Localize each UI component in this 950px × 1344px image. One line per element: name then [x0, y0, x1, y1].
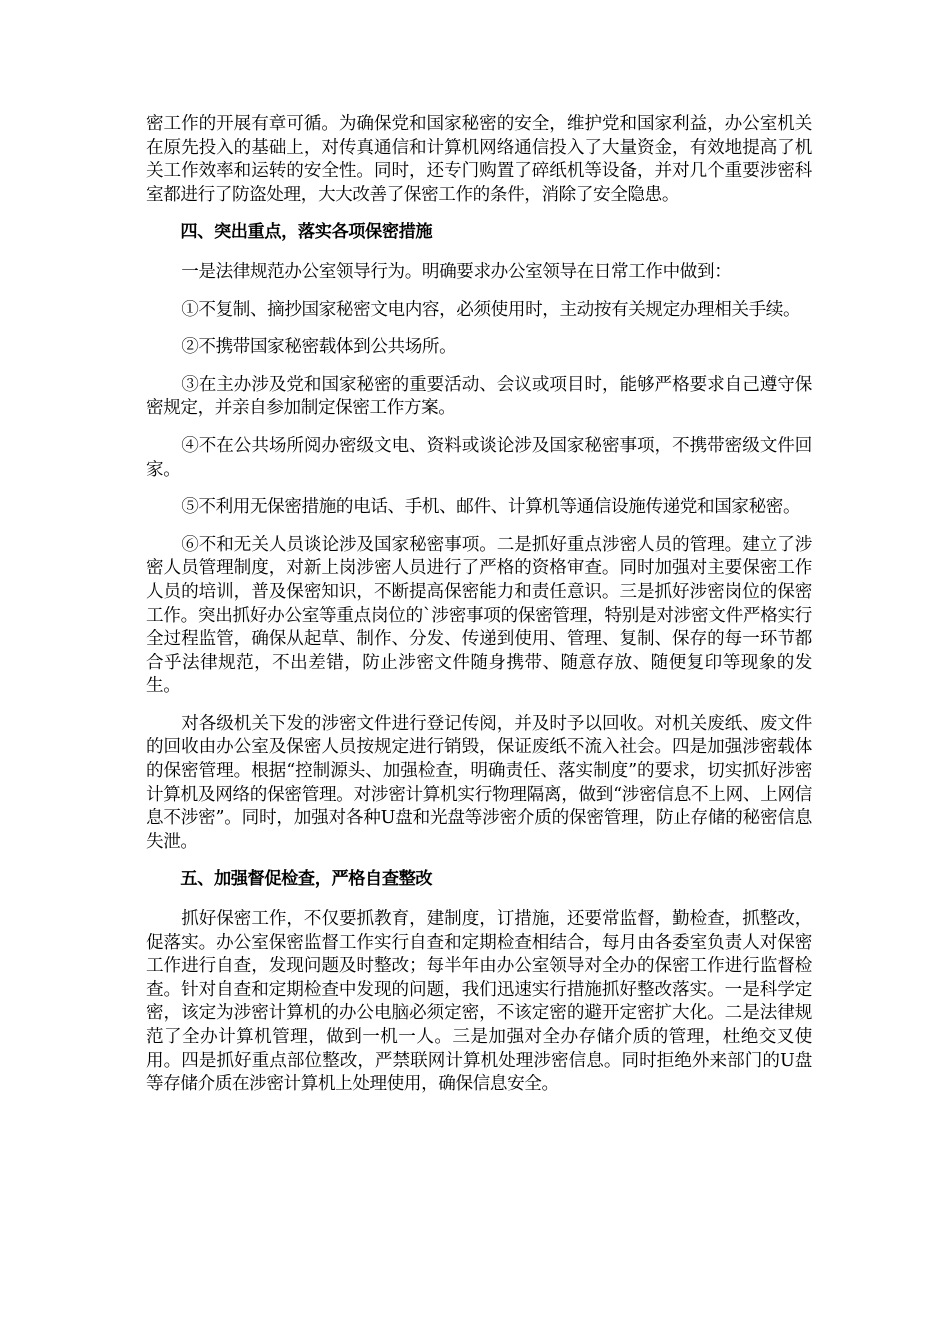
- section-heading-4: 四、突出重点，落实各项保密措施: [180, 222, 433, 243]
- list-item-6: ⑥不和无关人员谈论涉及国家秘密事项。二是抓好重点涉密人员的管理。建立了涉密人员管理制度，对新上岗涉密人员进行了严格的资格审查。同时加强对主要保密工作人员的培训，普及保密知识，不断提高保密能力和责任意识。三是抓好涉密岗位的保密工作。突出抓好办公室等重点岗位的`涉密事项的保密管理，特别是对涉密文件严格实行全过程监管，确保从起草、制作、分发、传递到使用、管理、复制、保存的每一环节都合乎法律规范，不出差错，防止涉密文件随身携带、随意存放、随便复印等现象的发生。: [146, 534, 812, 697]
- paragraph-documents: 对各级机关下发的涉密文件进行登记传阅，并及时予以回收。对机关废纸、废文件的回收由办公室及保密人员按规定进行销毁，保证废纸不流入社会。四是加强涉密载体的保密管理。根据“控制源头、加强检查，明确责任、落实制度”的要求，切实抓好涉密计算机及网络的保密管理。对涉密计算机实行物理隔离，做到“涉密信息不上网、上网信息不涉密”。同时，加强对各种U盘和光盘等涉密介质的保密管理，防止存储的秘密信息失泄。: [146, 713, 812, 852]
- document-body: [146, 113, 812, 1111]
- list-item-2: ②不携带国家秘密载体到公共场所。: [181, 337, 457, 358]
- list-item-5: ⑤不利用无保密措施的电话、手机、邮件、计算机等通信设施传递党和国家秘密。: [181, 497, 801, 518]
- list-item-4: ④不在公共场所阅办密级文电、资料或谈论涉及国家秘密事项，不携带密级文件回家。: [146, 435, 812, 480]
- paragraph-inspection: 抓好保密工作，不仅要抓教育，建制度，订措施，还要常监督，勤检查，抓整改，促落实。办公室保密监督工作实行自查和定期检查相结合，每月由各委室负责人对保密工作进行自查，发现问题及时整改；每半年由办公室领导对全办的保密工作进行监督检查。针对自查和定期检查中发现的问题，我们迅速实行措施抓好整改落实。一是科学定密，该定为涉密计算机的办公电脑必须定密，不该定密的避开定密扩大化。二是法律规范了全办计算机管理，做到一机一人。三是加强对全办存储介质的管理，杜绝交叉使用。四是抓好重点部位整改，严禁联网计算机处理涉密信息。同时拒绝外来部门的U盘等存储介质在涉密计算机上处理使用，确保信息安全。: [146, 909, 812, 1095]
- list-item-3: ③在主办涉及党和国家秘密的重要活动、会议或项目时，能够严格要求自己遵守保密规定，并亲自参加制定保密工作方案。: [146, 374, 812, 419]
- paragraph-leadership: 一是法律规范办公室领导行为。明确要求办公室领导在日常工作中做到：: [181, 261, 732, 282]
- section-heading-5: 五、加强督促检查，严格自查整改: [180, 869, 433, 890]
- paragraph-intro: 密工作的开展有章可循。为确保党和国家秘密的安全，维护党和国家利益，办公室机关在原先投入的基础上，对传真通信和计算机网络通信投入了大量资金，有效地提高了机关工作效率和运转的安全性。同时，还专门购置了碎纸机等设备，并对几个重要涉密科室都进行了防盗处理，大大改善了保密工作的条件，消除了安全隐患。: [146, 114, 812, 205]
- list-item-1: ①不复制、摘抄国家秘密文电内容，必须使用时，主动按有关规定办理相关手续。: [181, 299, 801, 320]
